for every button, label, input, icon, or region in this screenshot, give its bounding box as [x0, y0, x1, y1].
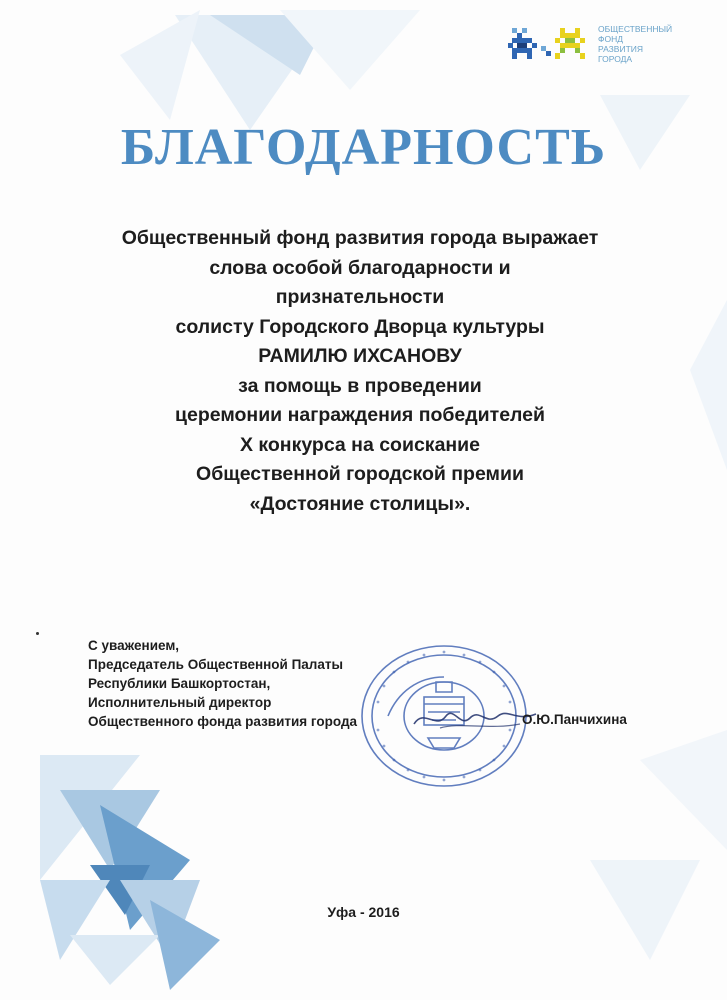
logo-caption	[598, 24, 688, 64]
body-line: за помощь в проведении	[238, 374, 482, 397]
body-line: солисту Городского Дворца культуры	[175, 315, 545, 338]
body-line: слова особой благодарности и	[209, 256, 511, 279]
decor-triangle	[640, 730, 727, 850]
logo-line: ОБЩЕСТВЕННЫЙ	[598, 24, 673, 34]
body-line: церемонии награждения победителей	[175, 404, 545, 426]
city-year: Уфа - 2016	[327, 904, 400, 920]
scan-mark	[36, 632, 39, 635]
decor-triangle	[690, 300, 727, 470]
decor-triangle	[70, 935, 160, 985]
signature-line: С уважением,	[88, 638, 180, 653]
signature-line: Республики Башкортостан,	[88, 676, 271, 691]
signer-name: О.Ю.Панчихина	[522, 712, 627, 727]
signature-block	[88, 636, 448, 731]
fund-logo	[508, 24, 688, 74]
body-line: Общественной городской премии	[196, 463, 524, 485]
logo-line: ФОНД	[598, 34, 623, 44]
pixel-invaders-logo-icon	[508, 26, 592, 68]
decor-triangle	[120, 10, 200, 120]
body-line: признательности	[275, 286, 445, 308]
signature-line: Общественного фонда развития города	[88, 714, 358, 729]
body-line: X конкурса на соискание	[239, 433, 481, 456]
certificate-body	[40, 224, 680, 519]
body-line: «Достояние столицы».	[249, 492, 471, 515]
certificate-title: БЛАГОДАРНОСТЬ	[120, 119, 607, 176]
signature-line: Исполнительный директор	[88, 695, 272, 710]
logo-line: ГОРОДА	[598, 54, 633, 64]
recipient-name: РАМИЛЮ ИХСАНОВУ	[258, 345, 462, 367]
logo-line: РАЗВИТИЯ	[598, 44, 644, 54]
body-line: Общественный фонд развития города выражает	[121, 227, 599, 249]
signature-line: Председатель Общественной Палаты	[88, 657, 344, 672]
